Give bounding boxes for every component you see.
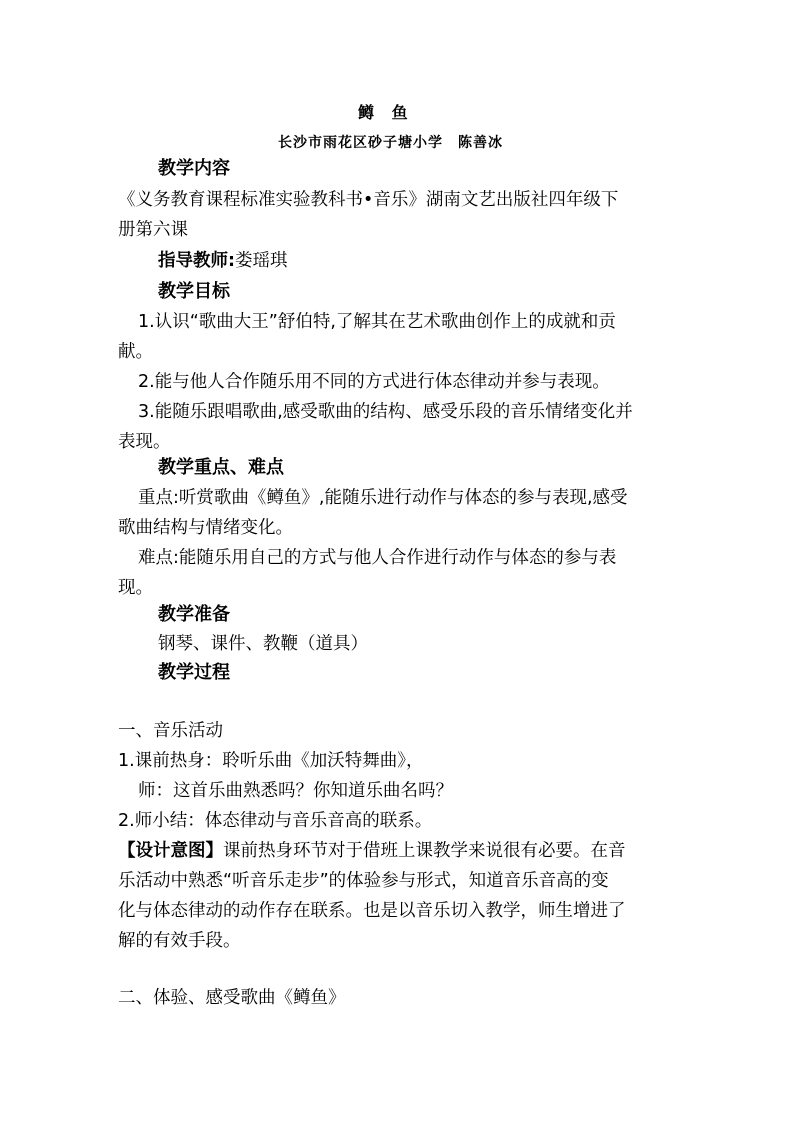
goal-line: 表现。 (118, 432, 171, 452)
prep-line: 钢琴、课件、教鞭（道具） (158, 634, 368, 654)
document-title: 鳟 鱼 (358, 103, 414, 122)
part2-heading: 二、体验、感受歌曲《鳟鱼》 (118, 988, 346, 1008)
section-heading-prep: 教学准备 (158, 604, 230, 625)
design-intent-text: 课前热身环节对于借班上课教学来说很有必要。在音 (223, 841, 626, 861)
goal-line: 3.能随乐跟唱歌曲,感受歌曲的结构、感受乐段的音乐情绪变化并 (138, 402, 633, 422)
content-line: 册第六课 (118, 220, 188, 240)
design-intent-line: 解的有效手段。 (118, 931, 241, 951)
section-heading-process: 教学过程 (158, 662, 230, 683)
part1-line: 2.师小结：体态律动与音乐音高的联系。 (118, 811, 433, 831)
design-intent-line (118, 839, 626, 863)
design-intent-line: 化与体态律动的动作存在联系。也是以音乐切入教学，师生增进了 (118, 901, 626, 921)
section-heading-key: 教学重点、难点 (158, 457, 284, 478)
section-heading-goals: 教学目标 (158, 281, 230, 302)
part1-line: 1.课前热身：聆听乐曲《加沃特舞曲》， (118, 751, 424, 771)
key-line: 难点:能随乐用自己的方式与他人合作进行动作与体态的参与表 (138, 548, 617, 568)
key-line: 歌曲结构与情绪变化。 (118, 518, 293, 538)
advisor-line (158, 249, 288, 273)
design-intent-line: 乐活动中熟悉“听音乐走步”的体验参与形式，知道音乐音高的变 (118, 871, 609, 891)
section-heading-content: 教学内容 (158, 158, 230, 179)
content-line: 《义务教育课程标准实验教科书•音乐》湖南文艺出版社四年级下 (118, 190, 619, 210)
goal-line: 1.认识“歌曲大王”舒伯特,了解其在艺术歌曲创作上的成就和贡 (138, 312, 616, 332)
advisor-label: 指导教师: (158, 251, 235, 271)
part1-line: 师：这首乐曲熟悉吗？你知道乐曲名吗？ (138, 781, 453, 801)
key-line: 现。 (118, 578, 153, 598)
author-byline: 长沙市雨花区砂子塘小学 陈善冰 (278, 135, 503, 151)
key-line: 重点:听赏歌曲《鳟鱼》,能随乐进行动作与体态的参与表现,感受 (138, 488, 628, 508)
goal-line: 献。 (118, 342, 153, 362)
part1-heading: 一、音乐活动 (118, 721, 223, 741)
goal-line: 2.能与他人合作随乐用不同的方式进行体态律动并参与表现。 (138, 372, 610, 392)
advisor-name: 娄瑶琪 (235, 251, 288, 271)
design-intent-label: 【设计意图】 (118, 841, 223, 861)
